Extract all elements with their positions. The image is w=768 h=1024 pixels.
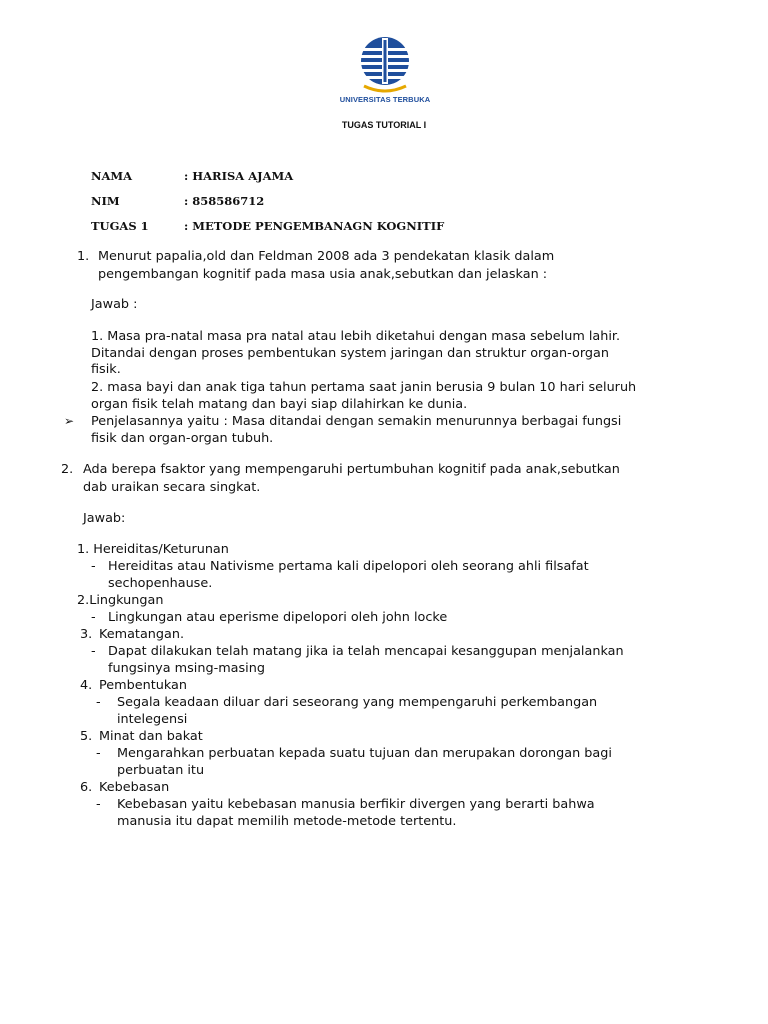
q1-answer-label: Jawab :: [91, 297, 138, 312]
q1-answer1-line2: Ditandai dengan proses pembentukan system jaringan dan struktur organ-organ: [91, 346, 609, 361]
factor-3-dash: -: [91, 644, 96, 659]
nim-value: : 858586712: [184, 194, 265, 208]
q1-explanation-line1: Penjelasannya yaitu : Masa ditandai dengan semakin menurunnya berbagai fungsi: [91, 414, 622, 429]
q2-text-line2: dab uraikan secara singkat.: [83, 480, 261, 495]
factor-5-number: 5.: [80, 729, 93, 744]
factor-6-desc-line2: manusia itu dapat memilih metode-metode tertentu.: [117, 814, 457, 829]
factor-4-desc-line2: intelegensi: [117, 712, 188, 727]
factor-6-number: 6.: [80, 780, 93, 795]
factor-4-desc-line1: Segala keadaan diluar dari seseorang yang mempengaruhi perkembangan: [117, 695, 598, 710]
q1-text-line2: pengembangan kognitif pada masa usia anak,sebutkan dan jelaskan :: [98, 267, 548, 282]
q1-answer1-line1: 1. Masa pra-natal masa pra natal atau lebih diketahui dengan masa sebelum lahir.: [91, 329, 621, 344]
q2-text-line1: Ada berepa fsaktor yang mempengaruhi pertumbuhan kognitif pada anak,sebutkan: [83, 462, 620, 477]
factor-1-title: 1. Hereiditas/Keturunan: [77, 542, 229, 557]
nim-label: NIM: [91, 194, 120, 208]
factor-3-title: Kematangan.: [99, 627, 185, 642]
factor-4-title: Pembentukan: [99, 678, 187, 693]
tugas-label: TUGAS 1: [91, 219, 149, 233]
factor-3-desc-line1: Dapat dilakukan telah matang jika ia telah mencapai kesanggupan menjalankan: [108, 644, 624, 659]
nama-value: : HARISA AJAMA: [184, 169, 294, 183]
q1-answer2-line2: organ fisik telah matang dan bayi siap dilahirkan ke dunia.: [91, 397, 468, 412]
document-title: TUGAS TUTORIAL I: [341, 120, 427, 130]
q1-answer2-line1: 2. masa bayi dan anak tiga tahun pertama saat janin berusia 9 bulan 10 hari seluruh: [91, 380, 637, 395]
factor-1-dash: -: [91, 559, 96, 574]
factor-6-title: Kebebasan: [99, 780, 170, 795]
q1-explanation-line2: fisik dan organ-organ tubuh.: [91, 431, 274, 446]
factor-1-desc-line1: Hereiditas atau Nativisme pertama kali dipelopori oleh seorang ahli filsafat: [108, 559, 589, 574]
factor-5-dash: -: [96, 746, 101, 761]
factor-3-desc-line2: fungsinya msing-masing: [108, 661, 265, 676]
q2-answer-label: Jawab:: [83, 511, 126, 526]
factor-1-desc-line2: sechopenhause.: [108, 576, 213, 591]
factor-3-number: 3.: [80, 627, 93, 642]
factor-5-desc-line2: perbuatan itu: [117, 763, 205, 778]
q1-answer1-line3: fisik.: [91, 362, 121, 377]
factor-2-title: 2.Lingkungan: [77, 593, 164, 608]
tugas-value: : METODE PENGEMBANAGN KOGNITIF: [184, 219, 445, 233]
factor-5-desc-line1: Mengarahkan perbuatan kepada suatu tujuan dan merupakan dorongan bagi: [117, 746, 612, 761]
university-logo-icon: [358, 36, 412, 96]
arrow-bullet-icon: ➢: [64, 414, 75, 428]
factor-6-desc-line1: Kebebasan yaitu kebebasan manusia berfikir divergen yang berarti bahwa: [117, 797, 595, 812]
factor-2-dash: -: [91, 610, 96, 625]
factor-4-number: 4.: [80, 678, 93, 693]
factor-2-desc-line1: Lingkungan atau eperisme dipelopori oleh john locke: [108, 610, 448, 625]
factor-5-title: Minat dan bakat: [99, 729, 203, 744]
factor-4-dash: -: [96, 695, 101, 710]
nama-label: NAMA: [91, 169, 133, 183]
university-name: UNIVERSITAS TERBUKA: [339, 95, 431, 104]
q1-text-line1: Menurut papalia,old dan Feldman 2008 ada 3 pendekatan klasik dalam: [98, 249, 555, 264]
q2-number: 2.: [61, 462, 74, 477]
q1-number: 1.: [77, 249, 90, 264]
factor-6-dash: -: [96, 797, 101, 812]
